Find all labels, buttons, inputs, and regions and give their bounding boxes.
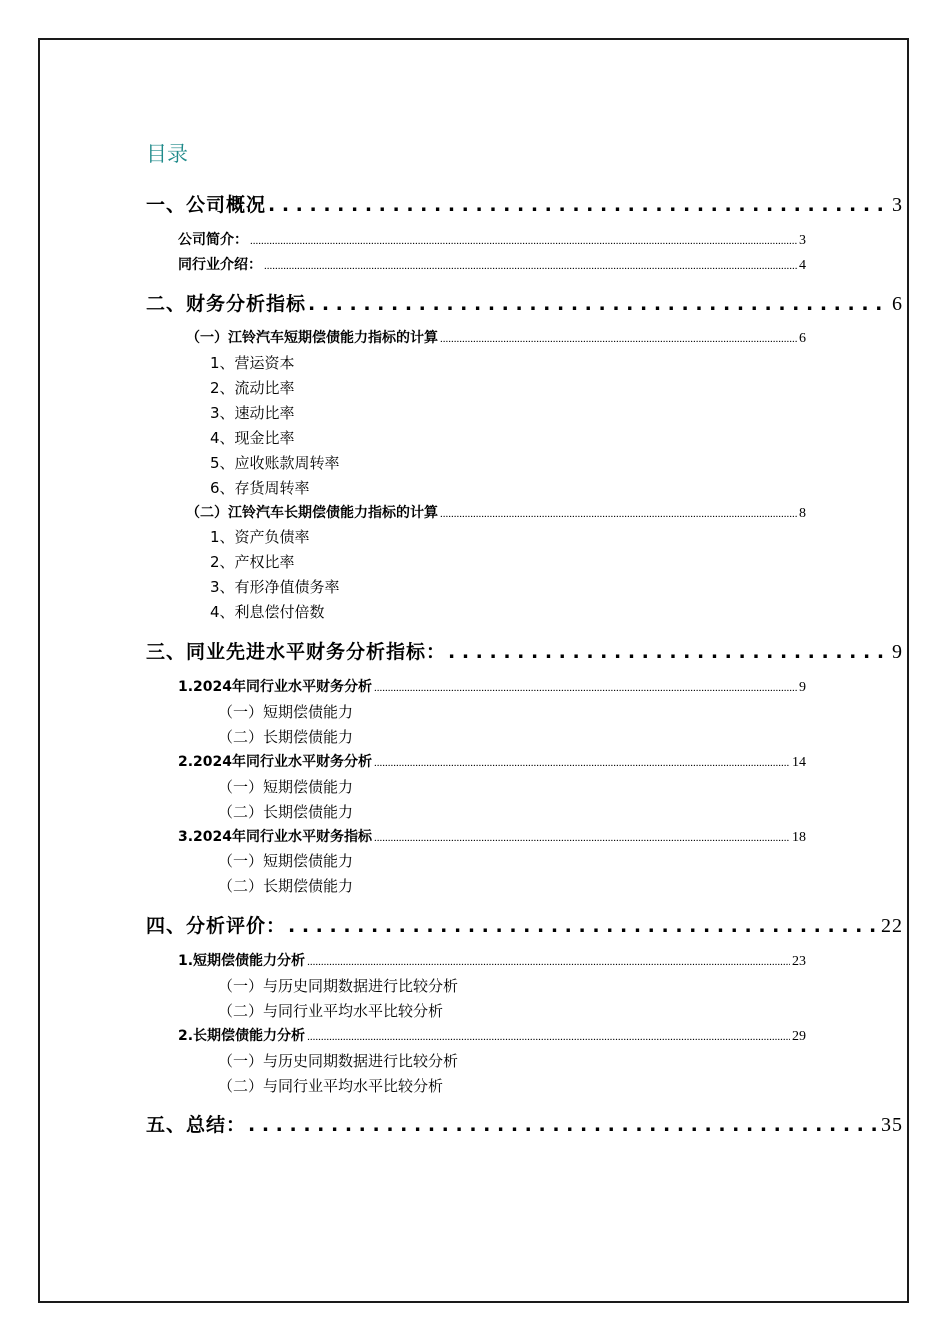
toc-subitem[interactable]: 4、现金比率 bbox=[210, 429, 295, 447]
toc-subitem[interactable]: 1、资产负债率 bbox=[210, 528, 310, 546]
toc-entry-section-1[interactable] bbox=[146, 190, 903, 217]
dot-leader bbox=[248, 1114, 879, 1136]
toc-subitem[interactable]: （二）长期偿债能力 bbox=[218, 728, 354, 746]
toc-label: 2.2024年同行业水平财务分析 bbox=[178, 754, 373, 770]
toc-label: 1.短期偿债能力分析 bbox=[178, 953, 306, 969]
toc-label: （一）江铃汽车短期偿债能力指标的计算 bbox=[186, 330, 438, 346]
page-number: 6 bbox=[892, 293, 903, 315]
toc-title: 目录 bbox=[146, 142, 188, 166]
toc-subitem[interactable]: 6、存货周转率 bbox=[210, 479, 310, 497]
page-number: 9 bbox=[892, 641, 903, 663]
toc-subitem[interactable]: 2、流动比率 bbox=[210, 379, 295, 397]
toc-label: 五、总结： bbox=[146, 1114, 247, 1136]
toc-subitem[interactable]: （一）与历史同期数据进行比较分析 bbox=[218, 1052, 459, 1070]
dot-leader bbox=[307, 1031, 790, 1043]
toc-label: 同行业介绍： bbox=[178, 257, 262, 273]
toc-entry-short-term-analysis[interactable] bbox=[178, 950, 806, 970]
toc-entry-section-3[interactable] bbox=[146, 637, 903, 664]
toc-entry-section-4[interactable] bbox=[146, 911, 903, 938]
toc-entry-industry-intro[interactable] bbox=[178, 254, 806, 274]
dot-leader bbox=[374, 757, 790, 769]
toc-label: 3.2024年同行业水平财务指标 bbox=[178, 829, 373, 845]
dot-leader bbox=[448, 641, 890, 663]
toc-subitem[interactable]: （一）短期偿债能力 bbox=[218, 778, 354, 796]
dot-leader bbox=[250, 235, 797, 247]
page-number: 9 bbox=[799, 680, 806, 695]
toc-subitem[interactable]: （二）长期偿债能力 bbox=[218, 803, 354, 821]
page-number: 14 bbox=[792, 755, 806, 770]
toc-label: 一、公司概况 bbox=[146, 194, 267, 216]
toc-subitem[interactable]: 3、有形净值债务率 bbox=[210, 578, 340, 596]
toc-label: （二）江铃汽车长期偿债能力指标的计算 bbox=[186, 505, 438, 521]
toc-entry-company-intro[interactable] bbox=[178, 229, 806, 249]
toc-subitem[interactable]: 4、利息偿付倍数 bbox=[210, 603, 325, 621]
page-number: 3 bbox=[892, 194, 903, 216]
toc-subitem[interactable]: 1、营运资本 bbox=[210, 354, 295, 372]
toc-subitem[interactable]: （一）与历史同期数据进行比较分析 bbox=[218, 977, 459, 995]
toc-subitem[interactable]: （二）与同行业平均水平比较分析 bbox=[218, 1002, 444, 1020]
page-number: 8 bbox=[799, 506, 806, 521]
toc-label: 2.长期偿债能力分析 bbox=[178, 1028, 306, 1044]
dot-leader bbox=[374, 832, 790, 844]
page-number: 4 bbox=[799, 258, 806, 273]
toc-entry-industry-indicators-3[interactable] bbox=[178, 826, 806, 846]
toc-label: 四、分析评价： bbox=[146, 915, 287, 937]
toc-entry-long-term-analysis[interactable] bbox=[178, 1025, 806, 1045]
page-number: 18 bbox=[792, 830, 806, 845]
page-number: 6 bbox=[799, 331, 806, 346]
toc-subitem[interactable]: （二）与同行业平均水平比较分析 bbox=[218, 1077, 444, 1095]
page-number: 22 bbox=[881, 915, 903, 937]
page-number: 3 bbox=[799, 233, 806, 248]
dot-leader bbox=[288, 915, 879, 937]
toc-entry-industry-analysis-2[interactable] bbox=[178, 751, 806, 771]
page-number: 23 bbox=[792, 954, 806, 969]
toc-subitem[interactable]: （一）短期偿债能力 bbox=[218, 852, 354, 870]
toc-entry-section-2[interactable] bbox=[146, 289, 903, 316]
page-number: 29 bbox=[792, 1029, 806, 1044]
dot-leader bbox=[264, 260, 797, 272]
toc-label: 二、财务分析指标 bbox=[146, 293, 307, 315]
dot-leader bbox=[308, 293, 890, 315]
toc-entry-section-5[interactable] bbox=[146, 1110, 903, 1137]
toc-label: 公司简介： bbox=[178, 232, 248, 248]
toc-entry-industry-analysis-1[interactable] bbox=[178, 676, 806, 696]
toc-entry-long-term-calc[interactable] bbox=[186, 502, 806, 522]
dot-leader bbox=[374, 682, 797, 694]
dot-leader bbox=[268, 194, 890, 216]
toc-label: 1.2024年同行业水平财务分析 bbox=[178, 679, 373, 695]
toc-entry-short-term-calc[interactable] bbox=[186, 327, 806, 347]
page-number: 35 bbox=[881, 1114, 903, 1136]
toc-subitem[interactable]: 5、应收账款周转率 bbox=[210, 454, 340, 472]
toc-label: 三、同业先进水平财务分析指标： bbox=[146, 641, 447, 663]
toc-subitem[interactable]: 2、产权比率 bbox=[210, 553, 295, 571]
toc-subitem[interactable]: 3、速动比率 bbox=[210, 404, 295, 422]
toc-subitem[interactable]: （一）短期偿债能力 bbox=[218, 703, 354, 721]
dot-leader bbox=[440, 333, 797, 345]
toc-subitem[interactable]: （二）长期偿债能力 bbox=[218, 877, 354, 895]
dot-leader bbox=[307, 956, 790, 968]
dot-leader bbox=[440, 508, 797, 520]
